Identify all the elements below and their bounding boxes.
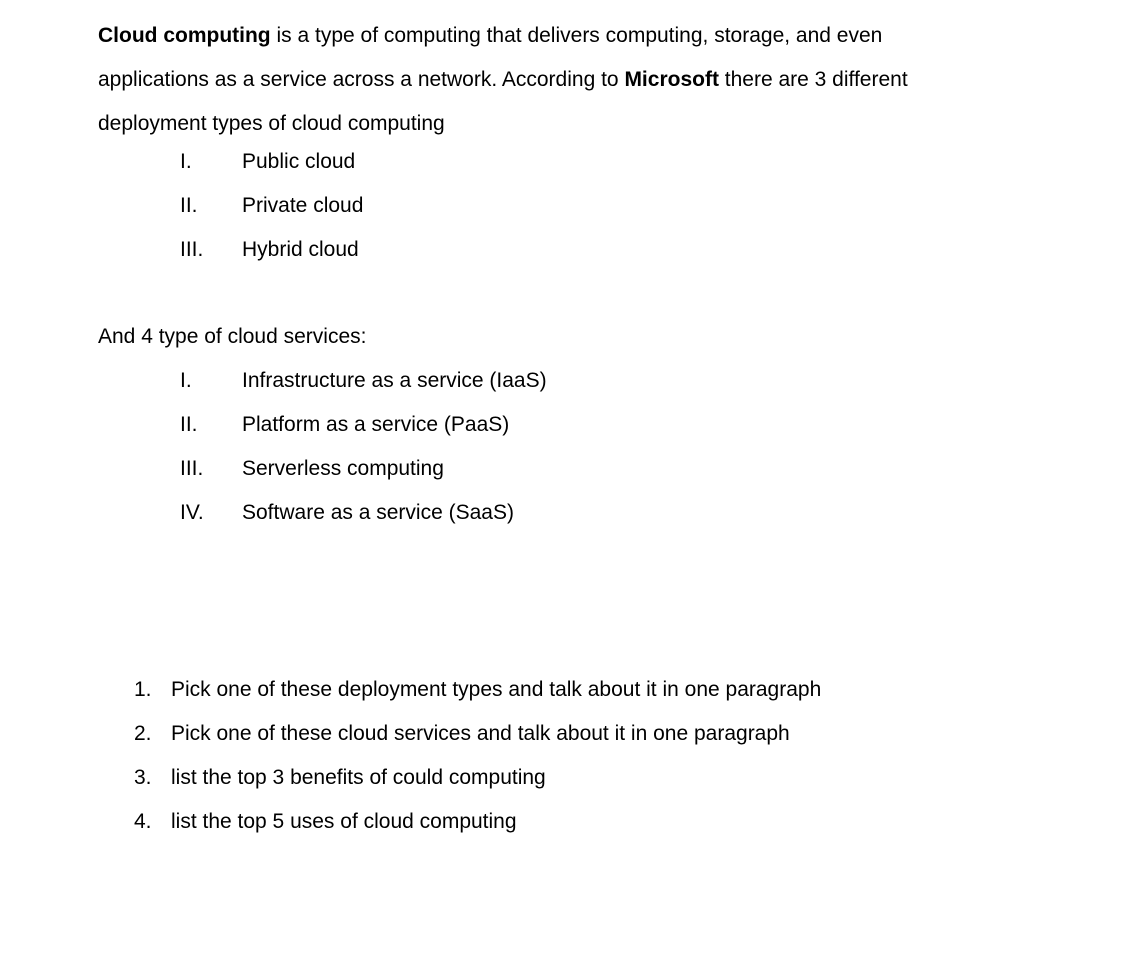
list-item-numeral: I. bbox=[180, 150, 192, 173]
list-item-label: Public cloud bbox=[242, 150, 356, 173]
services-heading: And 4 type of cloud services: bbox=[98, 325, 367, 348]
intro-paragraph bbox=[98, 14, 978, 146]
list-item-number: 4. bbox=[134, 810, 152, 833]
list-item-numeral: IV. bbox=[180, 501, 204, 524]
list-item-label: Hybrid cloud bbox=[242, 238, 359, 261]
list-item-label: Serverless computing bbox=[242, 457, 444, 480]
list-item-numeral: III. bbox=[180, 238, 204, 261]
list-item-label: Private cloud bbox=[242, 194, 364, 217]
list-item-label: Software as a service (SaaS) bbox=[242, 501, 514, 524]
list-item-number: 3. bbox=[134, 766, 152, 789]
list-item-numeral: III. bbox=[180, 457, 204, 480]
intro-bold-source: Microsoft bbox=[624, 68, 719, 91]
intro-text-part-1: is a type of computing that delivers computing, storage, and even applications as a service across a network. According to bbox=[98, 24, 883, 91]
list-item-label: Infrastructure as a service (IaaS) bbox=[242, 369, 547, 392]
intro-text bbox=[98, 14, 978, 146]
intro-bold-term: Cloud computing bbox=[98, 24, 271, 47]
list-item-label: list the top 5 uses of cloud computing bbox=[171, 810, 517, 833]
list-item-label: Pick one of these deployment types and talk about it in one paragraph bbox=[171, 678, 822, 701]
list-item-numeral: II. bbox=[180, 413, 198, 436]
list-item-label: Platform as a service (PaaS) bbox=[242, 413, 510, 436]
list-item-number: 1. bbox=[134, 678, 152, 701]
list-item-label: list the top 3 benefits of could computing bbox=[171, 766, 546, 789]
list-item-label: Pick one of these cloud services and talk about it in one paragraph bbox=[171, 722, 790, 745]
list-item-numeral: I. bbox=[180, 369, 192, 392]
intro-text-part-2: there are 3 different deployment types of cloud computing bbox=[98, 68, 908, 135]
list-item-number: 2. bbox=[134, 722, 152, 745]
list-item-numeral: II. bbox=[180, 194, 198, 217]
